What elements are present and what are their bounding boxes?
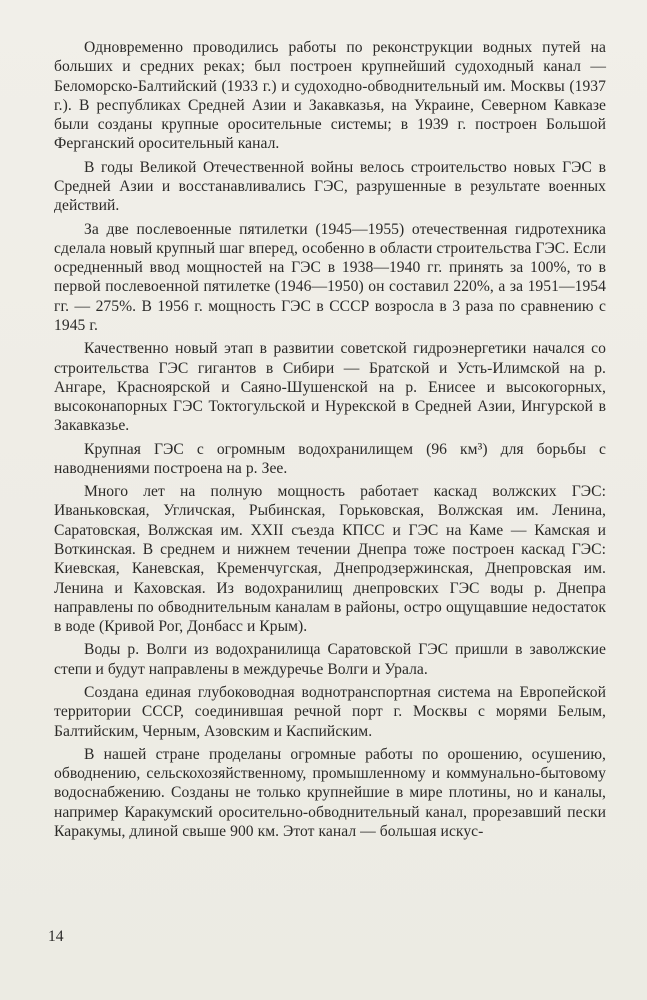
paragraph-3: За две послевоенные пятилетки (1945—1955) отечественная гидротехника сделала новый крупный шаг вперед, особенно в области строительства ГЭС. Если осредненный ввод мощностей на ГЭС в 1938—1940 гг. принять за 100%, то в первой послевоенной пятилетке (1946—1950) он составил 220%, а за 1951—1954 гг. — 275%. В 1956 г. мощность ГЭС в СССР возросла в 3 раза по сравнению с 1945 г. <box>54 220 606 334</box>
page-number: 14 <box>48 928 64 945</box>
paragraph-2: В годы Великой Отечественной войны велось строительство новых ГЭС в Средней Азии и восстанавливались ГЭС, разрушенные в результате военных действий. <box>54 158 606 215</box>
paragraph-8: Создана единая глубоководная воднотранспортная система на Европейской территории СССР, соединившая речной порт г. Москвы с морями Белым, Балтийским, Черным, Азовским и Каспийским. <box>54 684 606 740</box>
paragraph-6: Много лет на полную мощность работает каскад волжских ГЭС: Иваньковская, Угличская, Рыбинская, Горьковская, Волжская им. Ленина, Саратовская, Волжская им. XXII съезда КПСС и ГЭС на Каме — Камская и Воткинская. В среднем и нижнем течении Днепра тоже построен каскад ГЭС: Киевская, Каневская, Кременчугская, Днепродзержинская, Днепровская им. Ленина и Каховская. Из водохранилищ днепровских ГЭС воды р. Днепра направлены по обводнительным каналам в районы, остро ощущавшие недостаток в воде (Кривой Рог, Донбасс и Крым). <box>54 483 606 636</box>
paragraph-1: Одновременно проводились работы по реконструкции водных путей на больших и средних реках; был построен крупнейший судоходный канал — Беломорско-Балтийский (1933 г.) и судоходно-обводнительный им. Москвы (1937 г.). В республиках Средней Азии и Закавказья, на Украине, Северном Кавказе были созданы крупные оросительные системы; в 1939 г. построен Большой Ферганский оросительный канал. <box>54 39 606 153</box>
paragraph-5: Крупная ГЭС с огромным водохранилищем (96 км³) для борьбы с наводнениями построена на р. Зее. <box>54 440 606 477</box>
paragraph-4: Качественно новый этап в развитии советской гидроэнергетики начался со строительства ГЭС гигантов в Сибири — Братской и Усть-Илимской на р. Ангаре, Красноярской и Саяно-Шушенской на р. Енисее и высокогорных, высоконапорных ГЭС Токтогульской и Нурекской в Средней Азии, Ингурской в Закавказье. <box>54 340 606 435</box>
paragraph-9: В нашей стране проделаны огромные работы по орошению, осушению, обводнению, сельскохозяйственному, промышленному и коммунально-бытовому водоснабжению. Созданы не только крупнейшие в мире плотины, но и каналы, например Каракумский оросительно-обводнительный канал, прорезавший пески Каракумы, длиной свыше 900 км. Этот канал — большая искус- <box>54 745 606 840</box>
paragraph-7: Воды р. Волги из водохранилища Саратовской ГЭС пришли в заволжские степи и будут направлены в междуречье Волги и Урала. <box>54 641 606 678</box>
body-text <box>54 38 606 841</box>
